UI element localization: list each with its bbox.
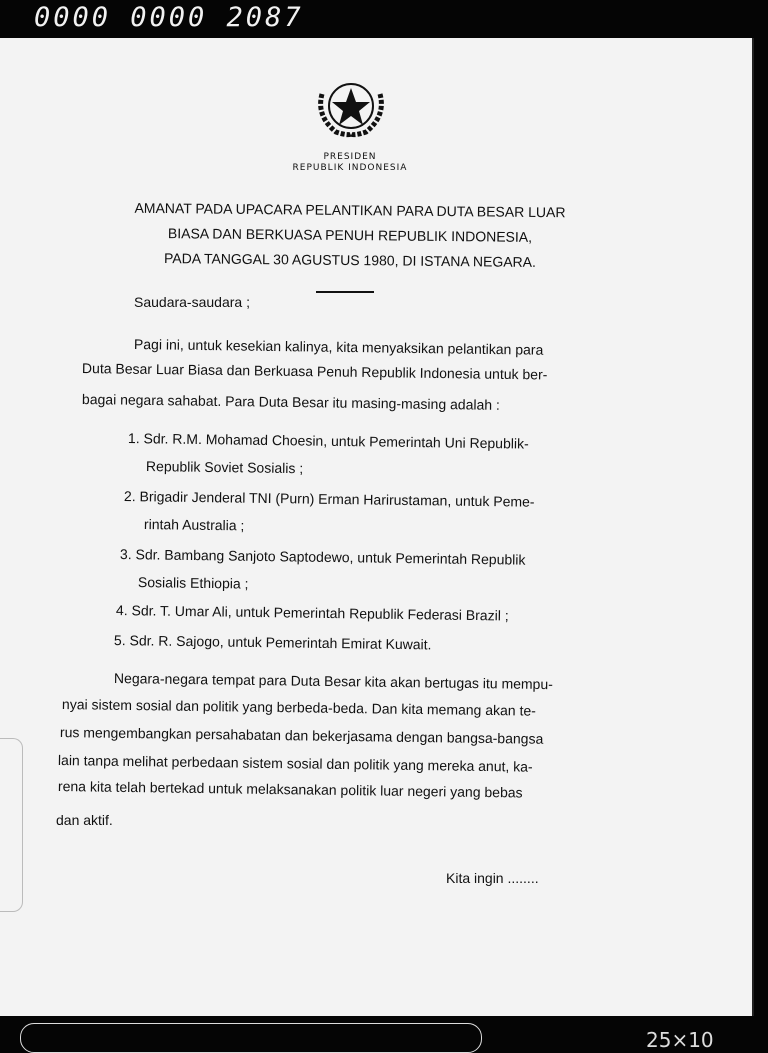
list-item-5: 5. Sdr. R. Sajogo, untuk Pemerintah Emirat Kuwait. xyxy=(113,632,432,653)
list-item-3-line-1: 3. Sdr. Bambang Sanjoto Saptodewo, untuk Pemerintah Republik xyxy=(119,546,526,568)
film-edge-mark xyxy=(0,738,23,912)
continuation-text: Kita ingin ........ xyxy=(446,870,539,886)
paragraph-2-line-4: lain tanpa melihat perbedaan sistem sosial dan politik yang mereka anut, ka- xyxy=(57,752,533,775)
list-item-4: 4. Sdr. T. Umar Ali, untuk Pemerintah Republik Federasi Brazil ; xyxy=(115,602,509,624)
title-line-2: BIASA DAN BERKUASA PENUH REPUBLIK INDONESIA, xyxy=(167,225,533,245)
film-edge-strip xyxy=(20,1023,482,1053)
document-page xyxy=(0,38,754,1052)
paragraph-1-line-2: Duta Besar Luar Biasa dan Berkuasa Penuh Republik Indonesia untuk ber- xyxy=(81,360,548,383)
list-item-1-line-1: 1. Sdr. R.M. Mohamad Choesin, untuk Pemerintah Uni Republik- xyxy=(127,430,529,452)
title-line-1: AMANAT PADA UPACARA PELANTIKAN PARA DUTA BESAR LUAR xyxy=(134,199,566,221)
frame-number: 0000 0000 2087 xyxy=(34,2,304,33)
film-footer-mark: 25×10 xyxy=(646,1028,714,1052)
paragraph-2-line-6: dan aktif. xyxy=(56,812,113,828)
paragraph-2-line-5: rena kita telah bertekad untuk melaksanakan politik luar negeri yang bebas xyxy=(57,778,523,801)
paragraph-2-line-3: rus mengembangkan persahabatan dan bekerjasama dengan bangsa-bangsa xyxy=(59,724,544,747)
list-item-2-line-1: 2. Brigadir Jenderal TNI (Purn) Erman Harirustaman, untuk Peme- xyxy=(123,488,535,510)
office-line-1: PRESIDEN xyxy=(323,152,377,162)
list-item-3-line-2: Sosialis Ethiopia ; xyxy=(137,574,249,592)
office-line-2: REPUBLIK INDONESIA xyxy=(292,163,408,173)
paragraph-2-line-1: Negara-negara tempat para Duta Besar kita akan bertugas itu mempu- xyxy=(113,670,553,693)
speech-body xyxy=(0,38,752,1016)
title-line-3: PADA TANGGAL 30 AGUSTUS 1980, DI ISTANA NEGARA. xyxy=(163,250,537,270)
paragraph-1-line-1: Pagi ini, untuk kesekian kalinya, kita menyaksikan pelantikan para xyxy=(133,336,544,358)
salutation: Saudara-saudara ; xyxy=(134,294,250,310)
paragraph-2-line-2: nyai sistem sosial dan politik yang berbeda-beda. Dan kita memang akan te- xyxy=(61,696,537,719)
list-item-2-line-2: rintah Australia ; xyxy=(143,516,245,534)
list-item-1-line-2: Republik Soviet Sosialis ; xyxy=(145,458,304,477)
paragraph-1-line-3: bagai negara sahabat. Para Duta Besar itu masing-masing adalah : xyxy=(81,391,500,413)
